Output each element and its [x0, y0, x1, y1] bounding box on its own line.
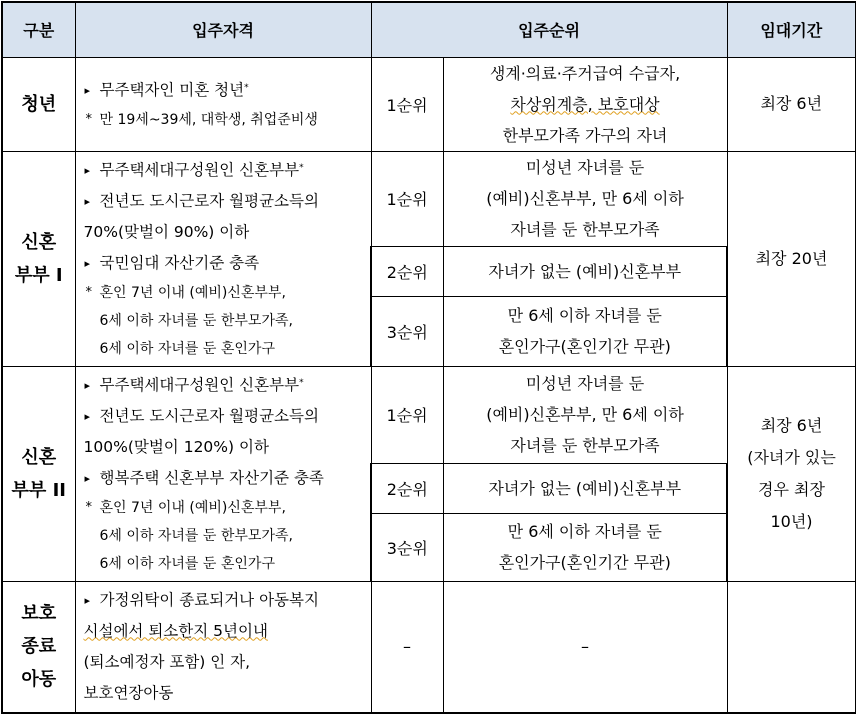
qual-note: * 혼인 7년 이내 (예비)신혼부부, [84, 494, 369, 522]
order-desc: 자녀가 없는 (예비)신혼부부 [443, 464, 727, 514]
header-period: 임대기간 [727, 2, 856, 57]
order-desc: 만 6세 이하 자녀를 둔 혼인가구(혼인기간 무관) [443, 514, 727, 581]
qual-note: 6세 이하 자녀를 둔 한부모가족, [99, 312, 293, 329]
qual-note: * 만 19세~39세, 대학생, 취업준비생 [84, 106, 369, 134]
order-protected: – [443, 581, 727, 713]
qualification-youth [75, 57, 371, 151]
header-qualification: 입주자격 [75, 2, 371, 57]
rank-label: 2순위 [371, 464, 443, 514]
housing-eligibility-table [1, 1, 856, 714]
period-newlywed2: 최장 6년 (자녀가 있는 경우 최장 10년) [727, 366, 856, 581]
period-youth: 최장 6년 [727, 57, 856, 151]
qual-item: (퇴소예정자 포함) 인 자, [83, 652, 251, 671]
qual-item: 시설에서 퇴소한지 5년이내 [83, 621, 268, 640]
qualification-protected [75, 581, 371, 713]
category-newlywed2: 신혼 부부 II [2, 366, 75, 581]
qual-note: * 혼인 7년 이내 (예비)신혼부부, [84, 279, 369, 307]
row-youth [2, 57, 856, 151]
qual-note: 6세 이하 자녀를 둔 한부모가족, [99, 527, 293, 544]
order-desc: 미성년 자녀를 둔 (예비)신혼부부, 만 6세 이하 자녀를 둔 한부모가족 [443, 151, 727, 247]
order-desc: 만 6세 이하 자녀를 둔 혼인가구(혼인기간 무관) [443, 297, 727, 366]
order-line: 생계·의료·주거급여 수급자, [489, 63, 681, 83]
qual-item: ▸ 행복주택 신혼부부 자산기준 충족 [84, 463, 369, 494]
qual-item: ▸ 전년도 도시근로자 월평균소득의 [84, 401, 369, 432]
order-line: 차상위계층, 보호대상 [510, 94, 660, 114]
order-line: 한부모가족 가구의 자녀 [502, 125, 668, 145]
rank-youth: 1순위 [371, 57, 443, 151]
header-order: 입주순위 [371, 2, 727, 57]
row-newlywed1-rank1 [2, 151, 856, 247]
order-desc: 자녀가 없는 (예비)신혼부부 [443, 247, 727, 297]
qual-item: 무주택세대구성원인 신혼부부 [99, 375, 300, 394]
rank-label: 2순위 [371, 247, 443, 297]
qual-note: 6세 이하 자녀를 둔 혼인가구 [99, 555, 275, 572]
footnote-mark: * [299, 377, 304, 388]
rank-label: 1순위 [371, 151, 443, 247]
category-protected: 보호 종료 아동 [2, 581, 75, 713]
qual-item: 70%(맞벌이 90%) 이하 [83, 222, 250, 241]
order-desc: 미성년 자녀를 둔 (예비)신혼부부, 만 6세 이하 자녀를 둔 한부모가족 [443, 366, 727, 464]
row-newlywed2-rank1 [2, 366, 856, 464]
footnote-mark: * [244, 82, 249, 93]
header-row [2, 2, 856, 57]
rank-label: 3순위 [371, 514, 443, 581]
rank-label: 1순위 [371, 366, 443, 464]
footnote-mark: * [299, 162, 304, 173]
period-newlywed1: 최장 20년 [727, 151, 856, 366]
qualification-newlywed2 [75, 366, 371, 581]
row-protected [2, 581, 856, 713]
rank-protected: – [371, 581, 443, 713]
qual-item: ▸ 전년도 도시근로자 월평균소득의 [84, 186, 369, 217]
qual-item: ▸ 국민임대 자산기준 충족 [84, 248, 369, 279]
rank-label: 3순위 [371, 297, 443, 366]
category-newlywed1: 신혼 부부 I [2, 151, 75, 366]
category-youth: 청년 [2, 57, 75, 151]
period-protected [727, 581, 856, 713]
qual-item: 무주택자인 미혼 청년 [99, 80, 245, 99]
qual-item: 100%(맞벌이 120%) 이하 [83, 437, 269, 456]
qual-item: ▸ 가정위탁이 종료되거나 아동복지 [84, 585, 369, 616]
order-youth [443, 57, 727, 151]
qualification-newlywed1 [75, 151, 371, 366]
qual-note: 6세 이하 자녀를 둔 혼인가구 [99, 340, 275, 357]
qual-item: 보호연장아동 [83, 683, 174, 702]
header-category: 구분 [2, 2, 75, 57]
qual-item: 무주택세대구성원인 신혼부부 [99, 160, 300, 179]
